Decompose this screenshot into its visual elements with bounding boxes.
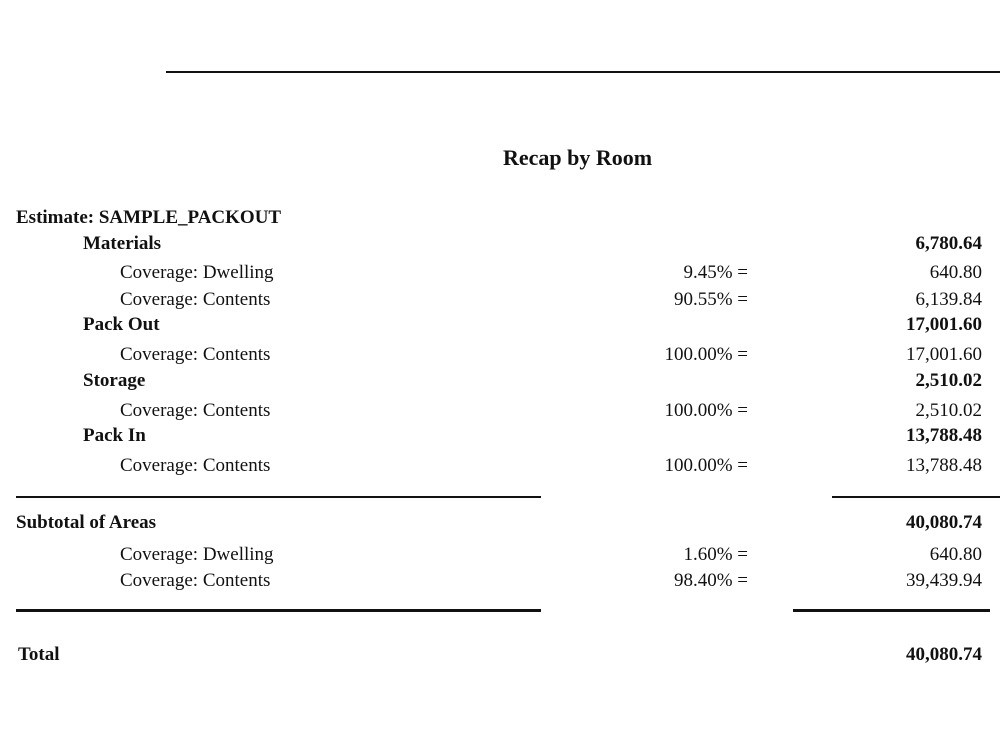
room-amount-materials: 6,780.64 <box>915 233 982 254</box>
coverage-label: Coverage: Contents <box>120 455 271 476</box>
room-amount-storage: 2,510.02 <box>915 370 982 391</box>
total-rule-right <box>793 609 990 612</box>
coverage-percent: 9.45% = <box>683 262 748 283</box>
room-label-storage: Storage <box>83 370 146 391</box>
coverage-percent: 1.60% = <box>683 544 748 565</box>
subtotal-rule-right <box>832 496 1000 498</box>
coverage-label: Coverage: Contents <box>120 570 271 591</box>
subtotal-rule-left <box>16 496 541 498</box>
coverage-amount: 17,001.60 <box>906 344 982 365</box>
coverage-amount: 6,139.84 <box>915 289 982 310</box>
room-amount-pack-out: 17,001.60 <box>906 314 982 335</box>
coverage-amount: 13,788.48 <box>906 455 982 476</box>
room-label-pack-out: Pack Out <box>83 314 160 335</box>
coverage-percent: 98.40% = <box>673 570 748 591</box>
coverage-percent: 90.55% = <box>673 289 748 310</box>
coverage-percent: 100.00% = <box>664 344 748 365</box>
coverage-amount: 640.80 <box>929 262 982 283</box>
coverage-amount: 2,510.02 <box>915 400 982 421</box>
coverage-amount: 640.80 <box>929 544 982 565</box>
total-rule-left <box>16 609 541 612</box>
page-title: Recap by Room <box>503 145 653 170</box>
total-label: Total <box>18 644 60 665</box>
coverage-label: Coverage: Contents <box>120 400 271 421</box>
coverage-label: Coverage: Dwelling <box>120 262 274 283</box>
subtotal-label: Subtotal of Areas <box>16 512 157 533</box>
coverage-percent: 100.00% = <box>664 400 748 421</box>
coverage-label: Coverage: Contents <box>120 344 271 365</box>
room-label-pack-in: Pack In <box>83 425 146 446</box>
coverage-label: Coverage: Dwelling <box>120 544 274 565</box>
room-amount-pack-in: 13,788.48 <box>906 425 982 446</box>
estimate-label: Estimate: SAMPLE_PACKOUT <box>16 207 282 228</box>
room-label-materials: Materials <box>83 233 162 254</box>
subtotal-amount: 40,080.74 <box>906 512 982 533</box>
header-rule <box>166 71 1000 73</box>
coverage-label: Coverage: Contents <box>120 289 271 310</box>
total-amount: 40,080.74 <box>906 644 982 665</box>
coverage-percent: 100.00% = <box>664 455 748 476</box>
coverage-amount: 39,439.94 <box>906 570 982 591</box>
